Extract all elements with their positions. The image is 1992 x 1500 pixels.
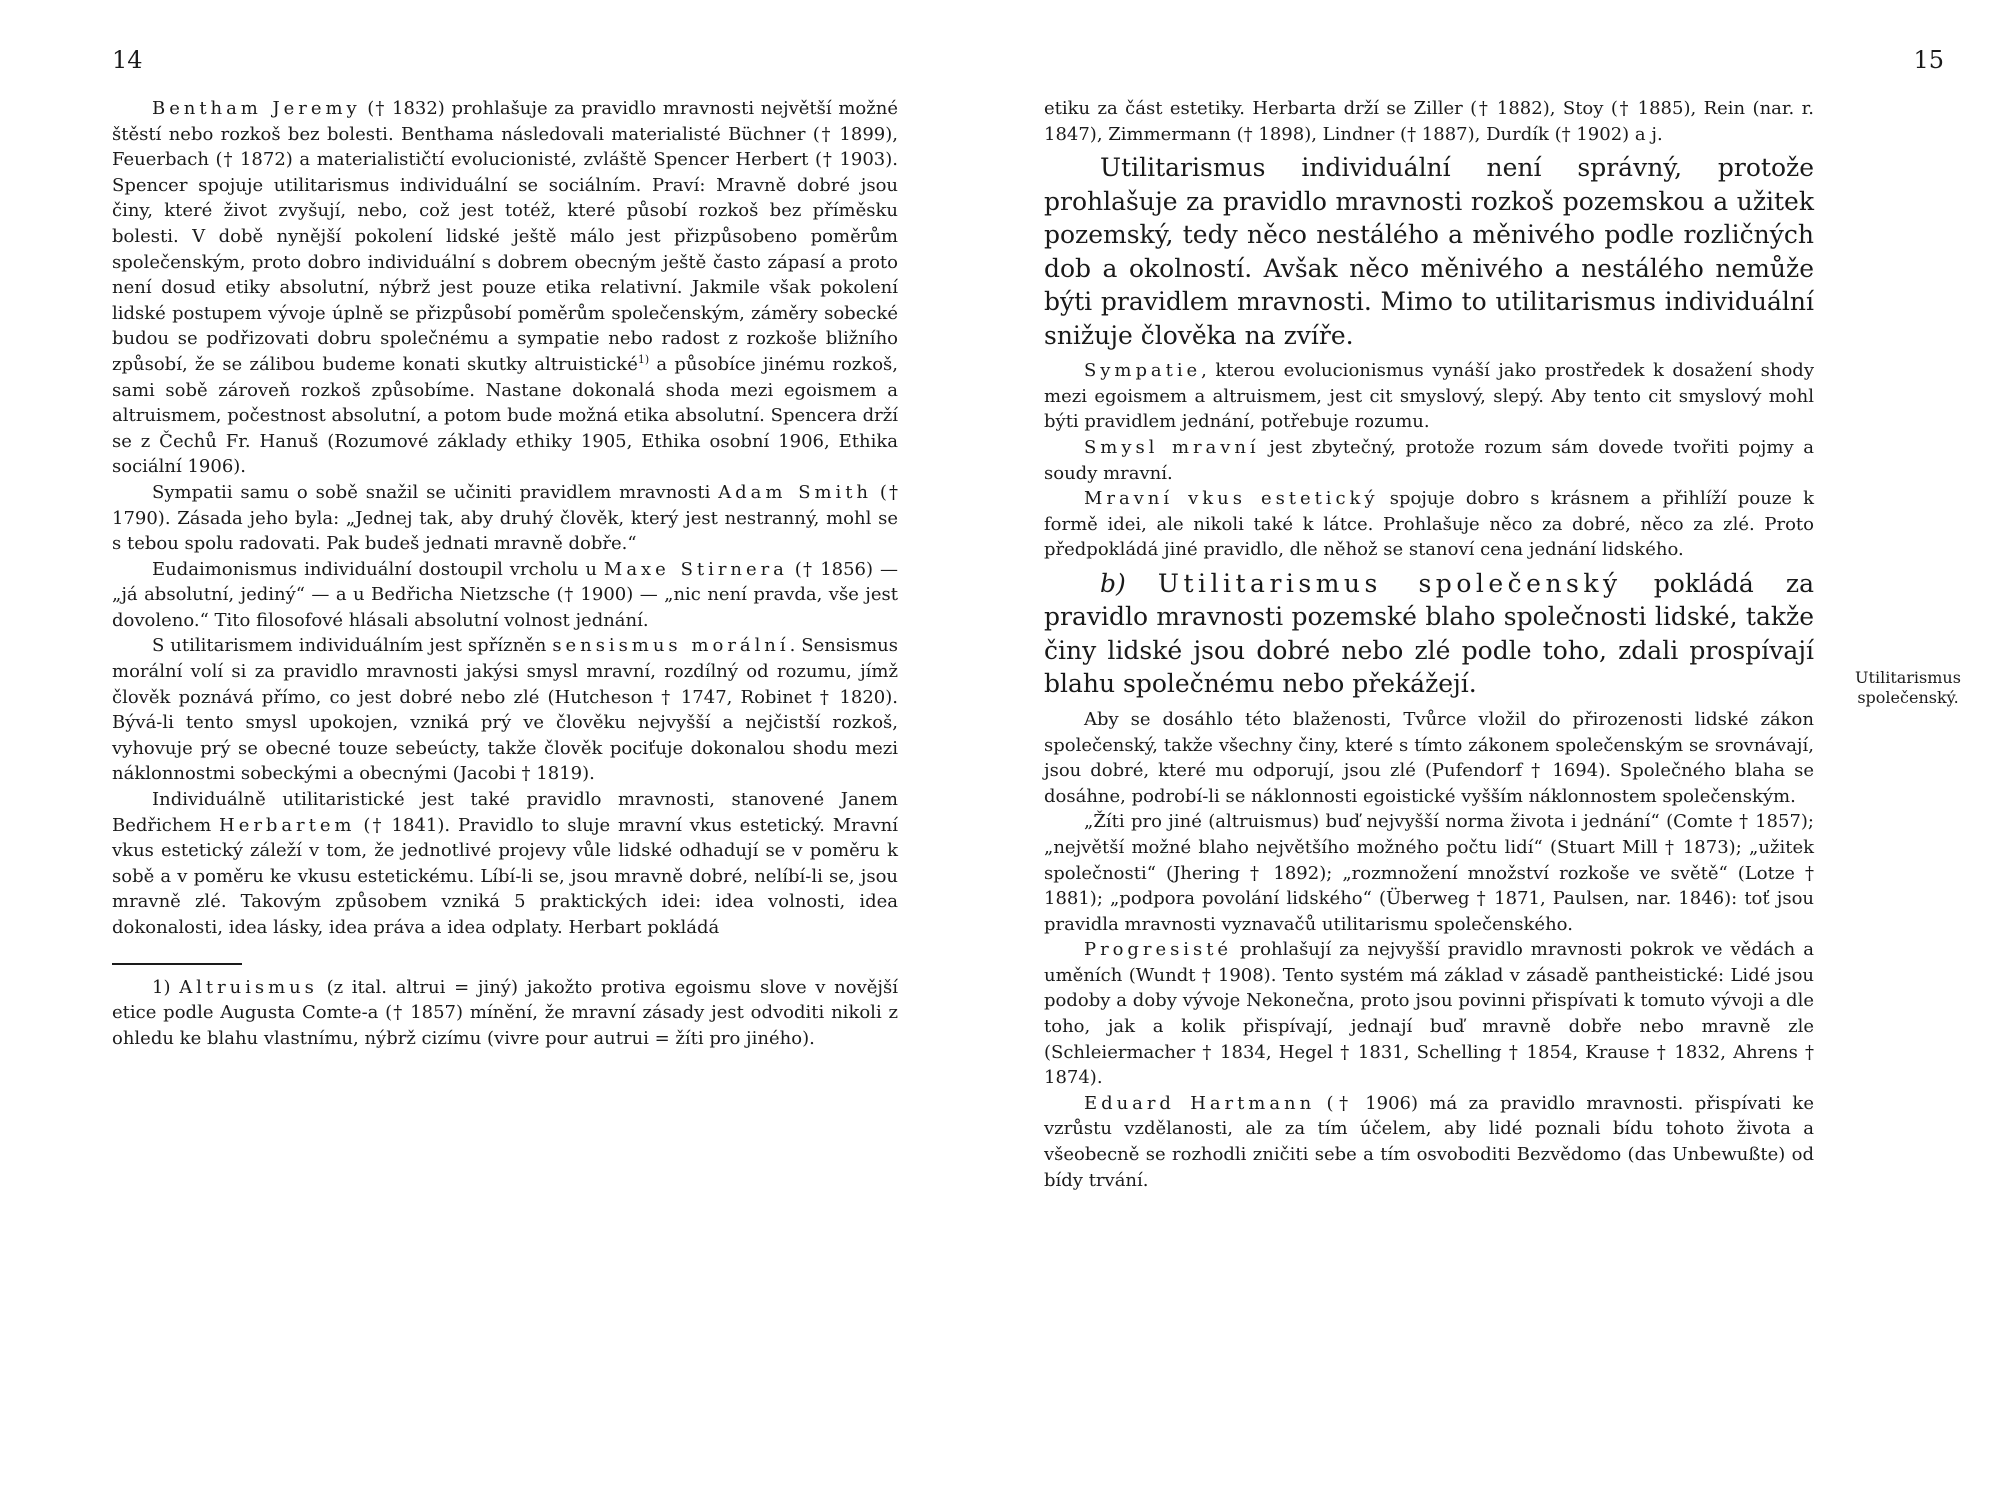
page-number-left: 14: [112, 46, 143, 74]
paragraph-mravni-vkus: Mravní vkus estetický spojuje dobro s krásnem a přihlíží pouze k formě idei, ale nikoli také k látce. Prohlašuje něco za dobré, něco za zlé. Proto předpokládá jiné pravidlo, dle něhož se stanoví cena jednání lidského.: [1044, 488, 1815, 561]
spaced-name: Eduard Hartmann: [1084, 1092, 1316, 1114]
spaced-term: Utilitarismus společenský: [1157, 568, 1622, 598]
right-page: [996, 0, 1992, 1500]
paragraph-sensismus: S utilitarismem individuálním jest spřízněn sensismus morální. Sensismus morální volí si za pravidlo mravnosti jakýsi smysl mravní, rozdílný od rozumu, jímž člověk poznává přímo, co jest dobré nebo zlé (Hutcheson † 1747, Robinet † 1820). Bývá-li tento smysl upokojen, vzniká prý ve člověku nejvyšší a nejčistší rozkoš, vyhovuje prý se obecné touze sebeúcty, takže člověk pociťuje dokonalou shodu mezi náklonnostmi sobeckými a obecnými (Jacobi † 1819).: [112, 635, 898, 785]
spaced-term: Smysl mravní: [1084, 436, 1260, 458]
spaced-term: Altruismus: [179, 976, 318, 998]
right-text-column: [1044, 96, 1814, 1193]
spaced-term: Sympatie: [1084, 360, 1202, 382]
footnote: 1) Altruismus (z ital. altrui = jiný) jakožto protiva egoismu slove v novější etice podle Augusta Comte-a († 1857) mínění, že mravní zásady jest odvoditi nikoli z ohledu ke blahu vlastnímu, nýbrž cizímu (vivre pour autrui = žíti pro jiného).: [112, 976, 898, 1049]
paragraph-smysl-mravni: Smysl mravní jest zbytečný, protože rozum sám dovede tvořiti pojmy a soudy mravní.: [1044, 436, 1814, 484]
paragraph-stirner: Eudaimonismus individuální dostoupil vrcholu u Maxe Stirnera († 1856) — „já absolutní, jediný“ — a u Bedřicha Nietzsche († 1900) — „nic není pravda, vše jest dovoleno.“ Tito filosofové hlásali absolutní volnost jednání.: [112, 558, 898, 631]
section-b-heading: b) Utilitarismus společenský pokládá za pravidlo mravnosti pozemské blaho společnosti lidské, takže činy lidské jsou dobré nebo zlé podle toho, zdali prospívají blahu společnému nebo překážejí.: [1044, 568, 1814, 699]
section-label: b): [1100, 568, 1126, 598]
paragraph-progresiste: Progresisté prohlašují za nejvyšší pravidlo mravnosti pokrok ve vědách a uměních (Wundt † 1908). Tento systém má základ v zásadě pantheistické: Lidé jsou podoby a doby vývoje Nekonečna, proto jsou povinni přispívati k tomuto vývoji a dle toho, jak a kolik přispívají, jednají buď mravně dobře nebo mravně zle (Schleiermacher † 1834, Hegel † 1831, Schelling † 1854, Krause † 1832, Ahrens † 1874).: [1044, 939, 1814, 1089]
page-number-right: 15: [1913, 46, 1944, 74]
spaced-term: Progresisté: [1084, 939, 1233, 961]
paragraph-pufendorf: Aby se dosáhlo této blaženosti, Tvůrce vložil do přirozenosti lidské zákon společenský, takže všechny činy, které s tímto zákonem společenským se srovnávají, jsou dobré, které mu odporují, jsou zlé (Pufendorf † 1694). Společného blaha se dosáhne, podrobí-li se náklonnosti egoistické vyšším náklonnostem společenským.: [1044, 708, 1814, 807]
spaced-name: Bentham Jeremy: [152, 98, 361, 119]
paragraph-altruismus: „Žíti pro jiné (altruismus) buď nejvyšší norma života i jednání“ (Comte † 1857); „největší možné blaho největšího možného počtu lidí“ (Stuart Mill † 1873); „užitek společnosti“ (Jhering † 1892); „rozmnožení množství rozkoše ve světě“ (Lotze † 1881); „podpora povolání lidského“ (Überweg † 1871, Paulsen, nar. 1846): toť jsou pravidla mravnosti vyznavačů utilitarismu společenského.: [1044, 811, 1814, 935]
left-text-column: [112, 96, 898, 1051]
paragraph-opening: etiku za část estetiky. Herbarta drží se Ziller († 1882), Stoy († 1885), Rein (nar. r. 1847), Zimmermann († 1898), Lindner († 1887), Durdík († 1902) a j.: [1044, 98, 1814, 145]
spaced-term: Mravní vkus estetický: [1084, 488, 1379, 510]
spaced-name: Adam Smith: [718, 481, 872, 503]
spaced-term: sensismus morální: [552, 635, 790, 657]
thesis-individual-utilitarism: Utilitarismus individuální není správný, protože prohlašuje za pravidlo mravnosti rozkoš pozemskou a užitek pozemský, tedy něco nestálého a měnivého podle rozličných dob a okolností. Avšak něco měnivého a nestálého nemůže býti pravidlem mravnosti. Mimo to utilitarismus individuální snižuje člověka na zvíře.: [1044, 153, 1814, 350]
paragraph-sympatie: Sympatie, kterou evolucionismus vynáší jako prostředek k dosažení shody mezi egoismem a altruismem, jest cit smyslový, slepý. Aby tento cit smyslový mohl býti pravidlem jednání, potřebuje rozumu.: [1044, 360, 1814, 433]
paragraph-hartmann: Eduard Hartmann († 1906) má za pravidlo mravnosti. přispívati ke vzrůstu vzdělanosti, ale za tím účelem, aby lidé poznali bídu tohoto života a všeobecně se rozhodli zničiti sebe a tím osvoboditi Bezvědomo (das Unbewußte) od bídy trvání.: [1044, 1092, 1814, 1191]
spaced-name: Herbartem: [219, 814, 356, 836]
footnote-mark: 1): [152, 976, 171, 998]
paragraph-herbart: Individuálně utilitaristické jest také pravidlo mravnosti, stanovené Janem Bedřichem Herbartem († 1841). Pravidlo to sluje mravní vkus estetický. Mravní vkus estetický záleží v tom, že jednotlivé projevy vůle lidské odhadují se v poměru k sobě a v poměru ke vkusu estetickému. Líbí-li se, jsou mravně dobré, nelíbí-li se, jsou mravně zlé. Takovým způsobem vzniká 5 praktických idei: idea volnosti, idea dokonalosti, idea lásky, idea práva a idea odplaty. Herbart pokládá: [112, 789, 898, 938]
footnote-reference: 1): [637, 352, 650, 366]
spaced-name: Maxe Stirnera: [603, 558, 788, 580]
paragraph-smith: Sympatii samu o sobě snažil se učiniti pravidlem mravnosti Adam Smith († 1790). Zásada jeho byla: „Jednej tak, aby druhý člověk, který jest nestranný, mohl se s tebou spolu radovati. Pak budeš jednati mravně dobře.“: [112, 481, 898, 555]
footnote-divider: [112, 963, 242, 965]
margin-note: Utilitarismus společenský.: [1855, 668, 1961, 707]
paragraph-bentham: Bentham Jeremy († 1832) prohlašuje za pravidlo mravnosti největší možné štěstí nebo rozkoš bez bolesti. Benthama následovali materialisté Büchner († 1899), Feuerbach († 1872) a materialističtí evolucionisté, zvláště Spencer Herbert († 1903). Spencer spojuje utilitarismus individuální se sociálním. Praví: Mravně dobré jsou činy, které život zvyšují, nebo, což jest totéž, které působí rozkoš bez příměsku bolesti. V době nynější pokolení lidské ještě málo jest přizpůsobeno poměrům společenským, proto dobro individuální s dobrem obecným ještě často zápasí a proto není dosud etiky absolutní, nýbrž jest pouze etika relativní. Jakmile však pokolení lidské postupem vývoje úplně se přizpůsobí poměrům společenským, záměry sobecké budou se podřizovati dobru společnému a sympatie nebo radost z rozkoše bližního způsobí, že se zálibou budeme konati skutky altruistické$^{1)}$ a působíce jinému rozkoš, sami sobě zároveň rozkoš způsobíme. Nastane dokonalá shoda mezi egoismem a altruismem, počestnost absolutní, a potom bude možná etika absolutní. Spencera drží se z Čechů Fr. Hanuš (Rozumové základy ethiky 1905, Ethika osobní 1906, Ethika sociální 1906).: [112, 98, 899, 478]
